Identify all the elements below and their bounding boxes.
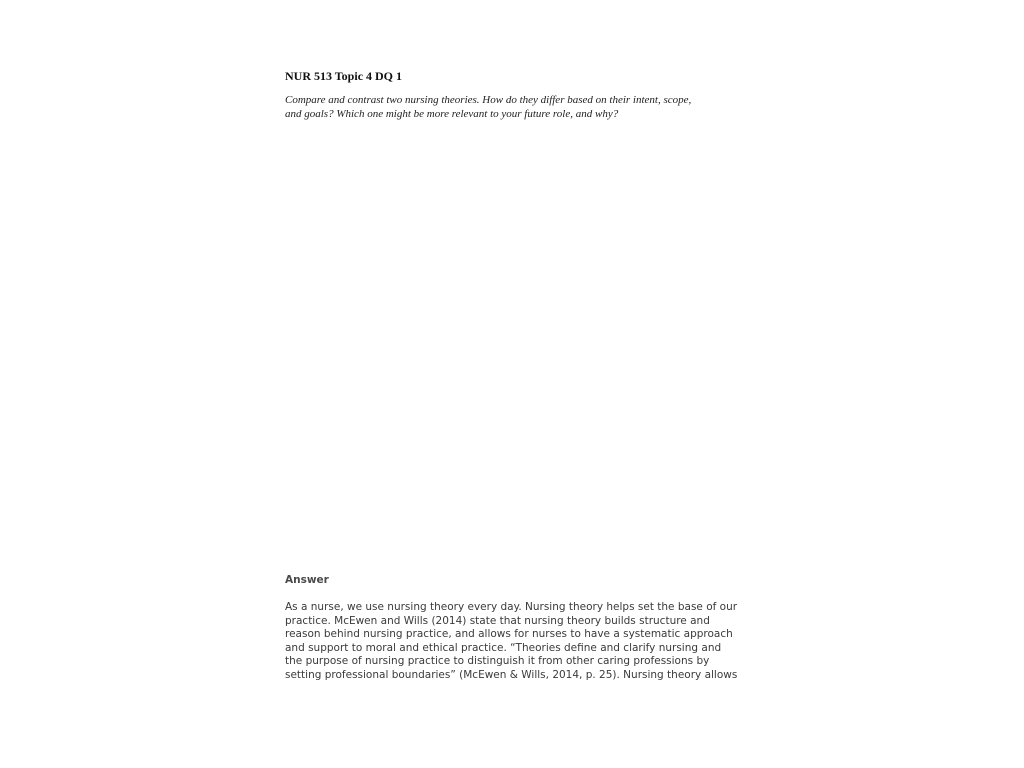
answer-line: setting professional boundaries” (McEwen & Wills, 2014, p. 25). Nursing theory allows [285, 668, 738, 681]
answer-line: reason behind nursing practice, and allows for nurses to have a systematic approach [285, 628, 733, 641]
prompt-line: Compare and contrast two nursing theories. How do they differ based on their intent, scope, [285, 94, 692, 106]
answer-line: the purpose of nursing practice to distinguish it from other caring professions by [285, 655, 710, 668]
answer-body [285, 601, 745, 683]
document-title: NUR 513 Topic 4 DQ 1 [285, 69, 403, 83]
discussion-prompt [285, 93, 735, 121]
answer-line: As a nurse, we use nursing theory every day. Nursing theory helps set the base of our [285, 601, 738, 613]
answer-heading: Answer [285, 574, 329, 586]
answer-line: and support to moral and ethical practice. “Theories define and clarify nursing and [285, 641, 722, 654]
answer-line: practice. McEwen and Wills (2014) state that nursing theory builds structure and [285, 614, 710, 627]
prompt-line: and goals? Which one might be more relevant to your future role, and why? [285, 108, 619, 120]
